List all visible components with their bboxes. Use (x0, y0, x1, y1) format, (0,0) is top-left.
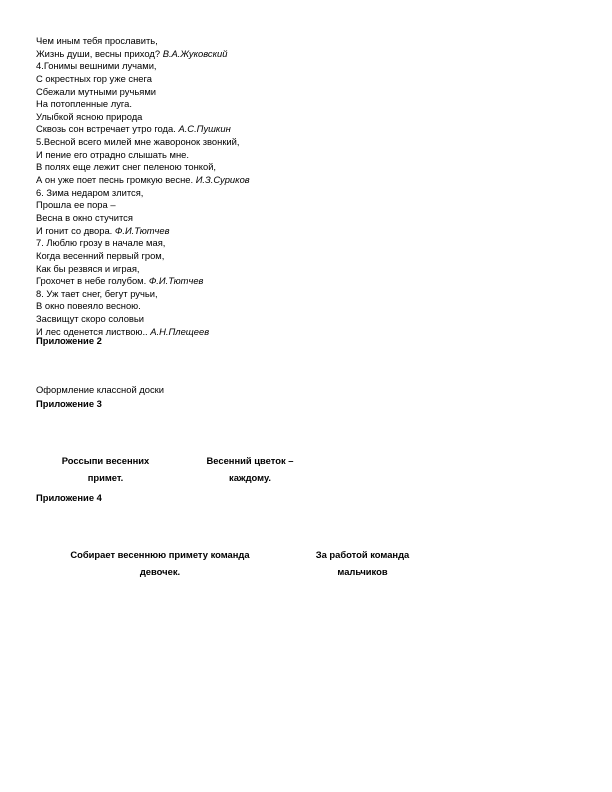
caption-line: Россыпи весенних (61, 455, 150, 466)
poem-line (36, 73, 576, 86)
poem-line-text: Чем иным тебя прославить, (36, 35, 158, 46)
appendix-4-heading: Приложение 4 (36, 492, 102, 503)
poem-line (36, 48, 576, 61)
poem-line (36, 250, 576, 263)
poem-line (36, 313, 576, 326)
appendix-3-heading: Приложение 3 (36, 398, 102, 409)
poem-author: И.З.Суриков (195, 174, 250, 186)
poem-line (36, 212, 576, 225)
poem-line (36, 187, 576, 200)
caption-line: За работой команда (315, 549, 410, 560)
poem-line-text: 6. Зима недаром злится, (36, 186, 144, 198)
appendix-2-heading: Приложение 2 (36, 335, 102, 346)
poem-line-text: Сбежали мутными ручьями (36, 85, 156, 97)
poem-line-text: Прошла ее пора – (36, 199, 116, 211)
poem-line (36, 136, 576, 149)
poem-line (36, 161, 576, 174)
poem-line (36, 111, 576, 124)
poem-line-text: В окно повеяло весною. (36, 300, 141, 312)
poem-line-text: Улыбкой ясною природа (36, 110, 143, 122)
poem-line (36, 35, 576, 48)
poem-line-text: Когда весенний первый гром, (36, 249, 165, 261)
poem-line (36, 263, 576, 276)
poem-line-text: В полях еще лежит снег пеленою тонкой, (36, 161, 217, 173)
appendix-4-caption-left (55, 546, 265, 580)
appendix-3-caption-right (195, 452, 305, 486)
poem-line-text: Как бы резвяся и играя, (36, 262, 140, 274)
poem-line-text: Засвищут скоро соловьи (36, 313, 145, 325)
poem-line (36, 60, 576, 73)
poem-line-text: На потопленные луга. (36, 98, 132, 110)
caption-line: Собирает весеннюю примету команда (70, 549, 250, 560)
poem-line-text: 5.Весной всего милей мне жаворонок звонкий, (36, 136, 240, 148)
poem-line (36, 225, 576, 238)
poem-line-text: И пение его отрадно слышать мне. (36, 148, 189, 160)
caption-line: примет. (87, 472, 124, 483)
poem-line (36, 86, 576, 99)
appendix-2-text: Оформление классной доски (36, 384, 165, 395)
caption-line: Весенний цветок – (206, 455, 294, 466)
poem-line-text: И лес оденется листвою.. (36, 325, 151, 337)
appendix-4-caption-right (300, 546, 425, 580)
poem-line (36, 237, 576, 250)
caption-line: мальчиков (337, 566, 388, 577)
poem-line-text: 8. Уж тает снег, бегут ручьи, (36, 287, 158, 299)
poem-line-text: Сквозь сон встречает утро года. (36, 123, 179, 135)
poem-line (36, 199, 576, 212)
poem-line-text: 4.Гонимы вешними лучами, (36, 60, 157, 72)
appendix-3-caption-left (48, 452, 163, 486)
poem-author: Ф.И.Тютчев (114, 224, 170, 236)
poem-line (36, 275, 576, 288)
poem-line (36, 326, 576, 339)
poem-lines (36, 35, 576, 338)
poem-line-text: С окрестных гор уже снега (36, 72, 152, 84)
poem-line-text: Весна в окно стучится (36, 211, 133, 223)
poem-author: А.Н.Плещеев (150, 325, 210, 337)
poem-line (36, 288, 576, 301)
poem-line (36, 149, 576, 162)
poem-line-text: И гонит со двора. (36, 224, 115, 236)
poem-line (36, 174, 576, 187)
poem-author: Ф.И.Тютчев (148, 275, 204, 287)
caption-line: каждому. (229, 472, 271, 483)
poem-author: В.А.Жуковский (162, 47, 228, 59)
poem-line (36, 123, 576, 136)
poem-line (36, 300, 576, 313)
poem-line-text: А он уже поет песнь громкую весне. (36, 174, 196, 186)
poem-author: А.С.Пушкин (178, 123, 231, 135)
poem-line-text: 7. Люблю грозу в начале мая, (36, 237, 166, 249)
caption-line: девочек. (139, 566, 181, 577)
poem-line-text: Жизнь души, весны приход? (36, 47, 163, 59)
poem-line (36, 98, 576, 111)
poem-line-text: Грохочет в небе голубом. (36, 275, 149, 287)
